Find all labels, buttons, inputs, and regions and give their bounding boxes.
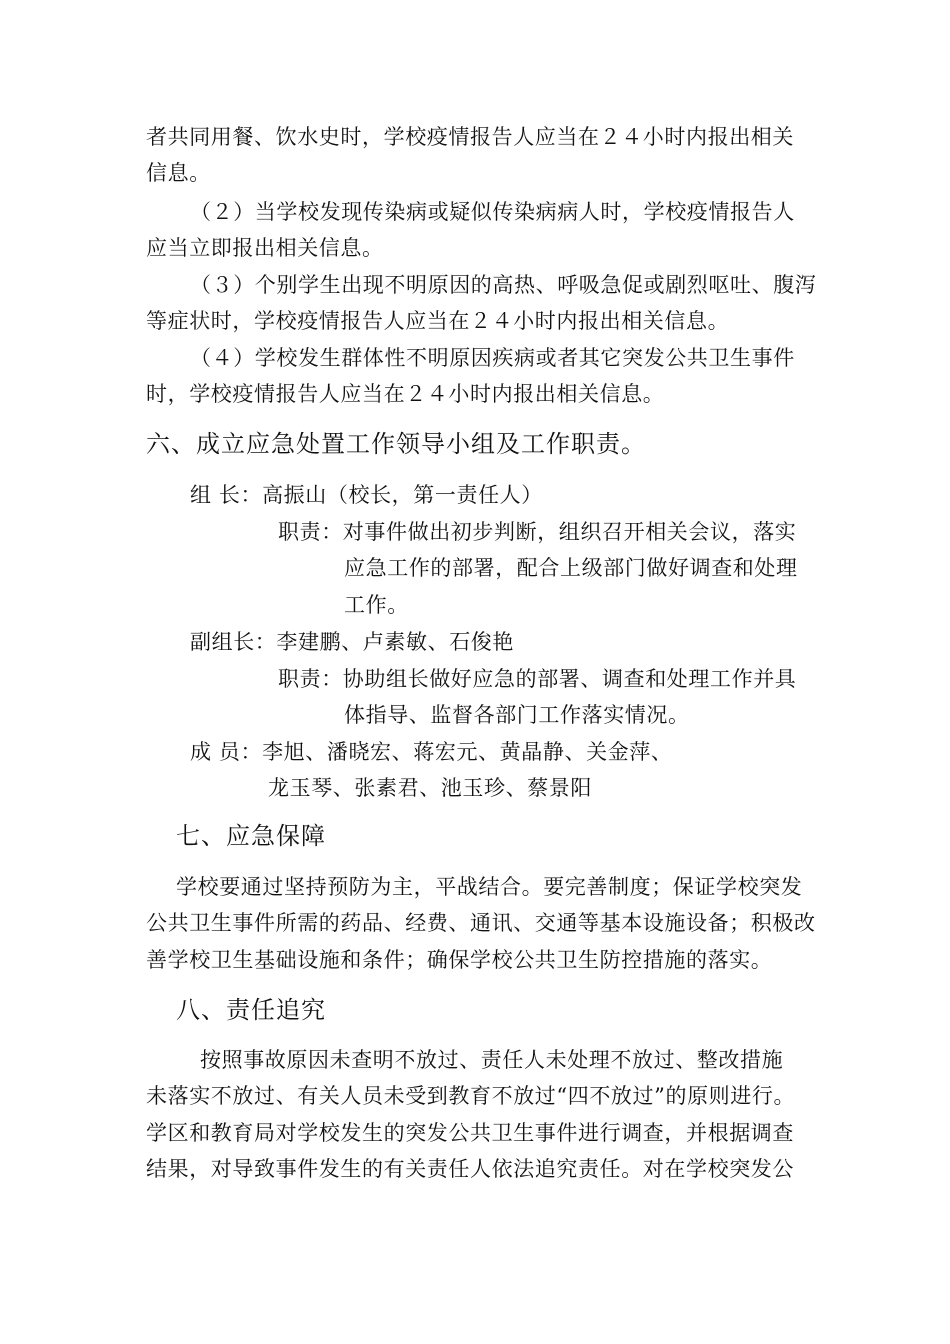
duty-text-line: 职责：协助组长做好应急的部署、调查和处理工作并具: [278, 667, 797, 691]
body-text-line: 等症状时，学校疫情报告人应当在２４小时内报出相关信息。: [146, 309, 730, 333]
body-text-line: 信息。: [146, 161, 211, 185]
body-text-line: 公共卫生事件所需的药品、经费、通讯、交通等基本设施设备；积极改: [146, 911, 816, 935]
body-text-line: 时，学校疫情报告人应当在２４小时内报出相关信息。: [146, 382, 665, 406]
body-text-line: 未落实不放过、有关人员未受到教育不放过“四不放过”的原则进行。: [146, 1084, 796, 1108]
body-text-line: （２）当学校发现传染病或疑似传染病病人时，学校疫情报告人: [190, 200, 795, 224]
section-heading-7: 七、应急保障: [176, 822, 326, 850]
body-text-line: 善学校卫生基础设施和条件；确保学校公共卫生防控措施的落实。: [146, 948, 773, 972]
members-line: 龙玉琴、张素君、池玉珍、蔡景阳: [268, 776, 592, 800]
body-text-line: （４）学校发生群体性不明原因疾病或者其它突发公共卫生事件: [190, 346, 795, 370]
leader-line: 组 长：高振山（校长，第一责任人）: [190, 483, 543, 507]
body-text-line: 学校要通过坚持预防为主，平战结合。要完善制度；保证学校突发: [176, 875, 803, 899]
section-heading-8: 八、责任追究: [176, 996, 326, 1024]
duty-text-line: 应急工作的部署，配合上级部门做好调查和处理: [344, 556, 798, 580]
duty-text-line: 职责：对事件做出初步判断，组织召开相关会议，落实: [278, 520, 797, 544]
duty-text-line: 体指导、监督各部门工作落实情况。: [344, 703, 690, 727]
deputy-leader-line: 副组长：李建鹏、卢素敏、石俊艳: [190, 630, 514, 654]
body-text-line: 按照事故原因未查明不放过、责任人未处理不放过、整改措施: [200, 1048, 784, 1072]
body-text-line: 应当立即报出相关信息。: [146, 236, 384, 260]
members-line: 成 员：李旭、潘晓宏、蒋宏元、黄晶静、关金萍、: [190, 740, 673, 764]
body-text-line: 学区和教育局对学校发生的突发公共卫生事件进行调查，并根据调查: [146, 1121, 794, 1145]
body-text-line: （３）个别学生出现不明原因的高热、呼吸急促或剧烈呕吐、腹泻: [190, 273, 817, 297]
section-heading-6: 六、成立应急处置工作领导小组及工作职责。: [146, 430, 646, 458]
body-text-line: 者共同用餐、饮水史时，学校疫情报告人应当在２４小时内报出相关: [146, 125, 794, 149]
body-text-line: 结果，对导致事件发生的有关责任人依法追究责任。对在学校突发公: [146, 1157, 794, 1181]
duty-text-line: 工作。: [344, 593, 409, 617]
